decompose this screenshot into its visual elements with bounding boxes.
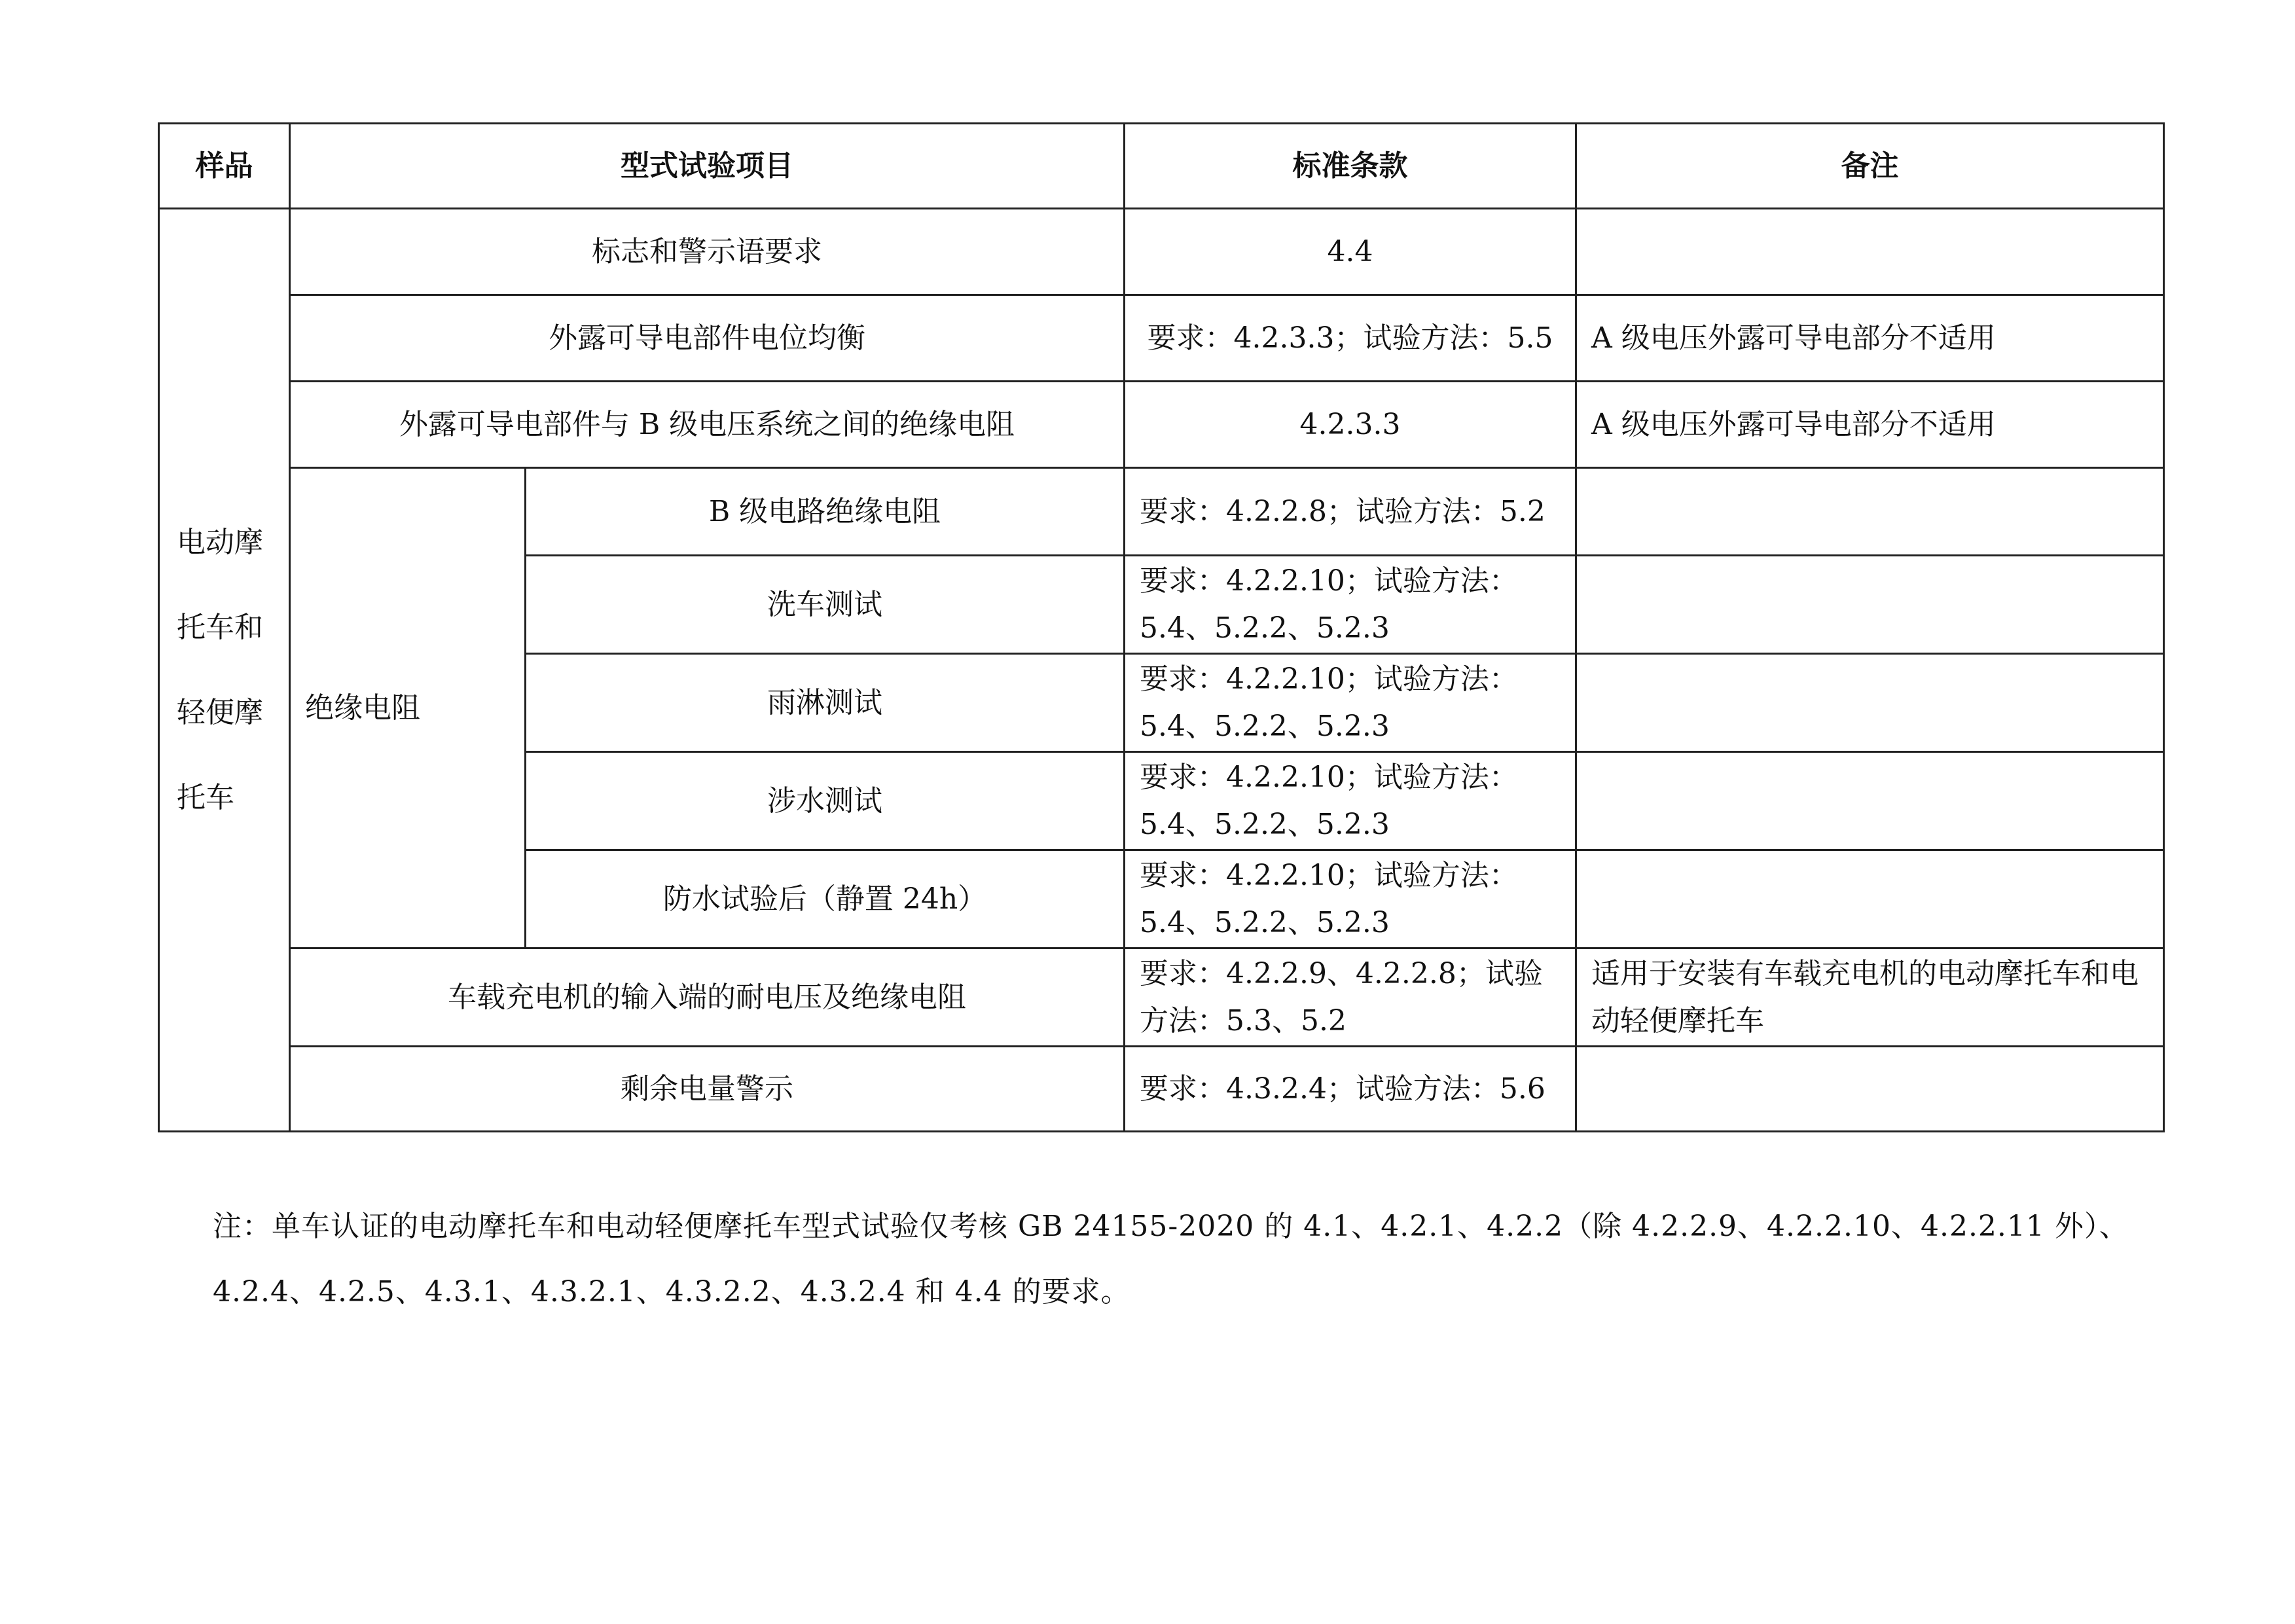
remark-cell: [1576, 468, 2164, 556]
header-sample: 样品: [159, 124, 290, 209]
clause-cell: 要求：4.2.2.10；试验方法：5.4、5.2.2、5.2.3: [1125, 850, 1576, 948]
test-item-cell: 外露可导电部件电位均衡: [290, 295, 1125, 382]
clause-cell: 4.4: [1125, 209, 1576, 295]
test-item-cell: 车载充电机的输入端的耐电压及绝缘电阻: [290, 948, 1125, 1047]
remark-cell: [1576, 752, 2164, 850]
test-item-cell: 涉水测试: [526, 752, 1125, 850]
test-item-cell: 剩余电量警示: [290, 1047, 1125, 1132]
sample-cell: [159, 209, 290, 1132]
test-item-cell: 洗车测试: [526, 556, 1125, 654]
remark-cell: [1576, 209, 2164, 295]
clause-cell: 要求：4.2.2.10；试验方法：5.4、5.2.2、5.2.3: [1125, 654, 1576, 752]
test-item-cell: 防水试验后（静置 24h）: [526, 850, 1125, 948]
remark-cell: [1576, 556, 2164, 654]
sample-line: 轻便摩: [177, 695, 263, 729]
table-header-row: [159, 124, 2164, 209]
test-items-table: [158, 122, 2165, 1132]
clause-cell: 要求：4.2.2.9、4.2.2.8；试验方法：5.3、5.2: [1125, 948, 1576, 1047]
clause-cell: 4.2.3.3: [1125, 382, 1576, 468]
clause-cell: 要求：4.3.2.4；试验方法：5.6: [1125, 1047, 1576, 1132]
sample-line: 托车和: [177, 610, 263, 644]
remark-cell: A 级电压外露可导电部分不适用: [1576, 295, 2164, 382]
test-item-cell: 雨淋测试: [526, 654, 1125, 752]
table-row: [159, 295, 2164, 382]
footnote: 注：单车认证的电动摩托车和电动轻便摩托车型式试验仅考核 GB 24155-2020 的 4.1、4.2.1、4.2.2（除 4.2.2.9、4.2.2.10、4.2.2.11 外）、4.2.4、4.2.5、4.3.1、4.3.2.1、4.3.2.2、4.3.2.4 和 4.4 的要求。: [213, 1210, 2129, 1308]
table-row: [159, 1047, 2164, 1132]
table-row: [159, 209, 2164, 295]
header-clause: 标准条款: [1125, 124, 1576, 209]
table-row: [159, 382, 2164, 468]
clause-cell: 要求：4.2.3.3；试验方法：5.5: [1125, 295, 1576, 382]
test-item-cell: B 级电路绝缘电阻: [526, 468, 1125, 556]
clause-cell: 要求：4.2.2.10；试验方法：5.4、5.2.2、5.2.3: [1125, 556, 1576, 654]
sample-line: 电动摩: [177, 525, 263, 559]
remark-cell: [1576, 654, 2164, 752]
header-remark: 备注: [1576, 124, 2164, 209]
test-item-cell: 外露可导电部件与 B 级电压系统之间的绝缘电阻: [290, 382, 1125, 468]
insulation-group-cell: 绝缘电阻: [290, 468, 526, 948]
remark-cell: 适用于安装有车载充电机的电动摩托车和电动轻便摩托车: [1576, 948, 2164, 1047]
clause-cell: 要求：4.2.2.10；试验方法：5.4、5.2.2、5.2.3: [1125, 752, 1576, 850]
test-item-cell: 标志和警示语要求: [290, 209, 1125, 295]
table-row: [159, 468, 2164, 556]
table-row: [159, 948, 2164, 1047]
clause-cell: 要求：4.2.2.8；试验方法：5.2: [1125, 468, 1576, 556]
remark-cell: [1576, 1047, 2164, 1132]
remark-cell: [1576, 850, 2164, 948]
sample-line: 托车: [177, 780, 234, 814]
remark-cell: A 级电压外露可导电部分不适用: [1576, 382, 2164, 468]
header-test-item: 型式试验项目: [290, 124, 1125, 209]
